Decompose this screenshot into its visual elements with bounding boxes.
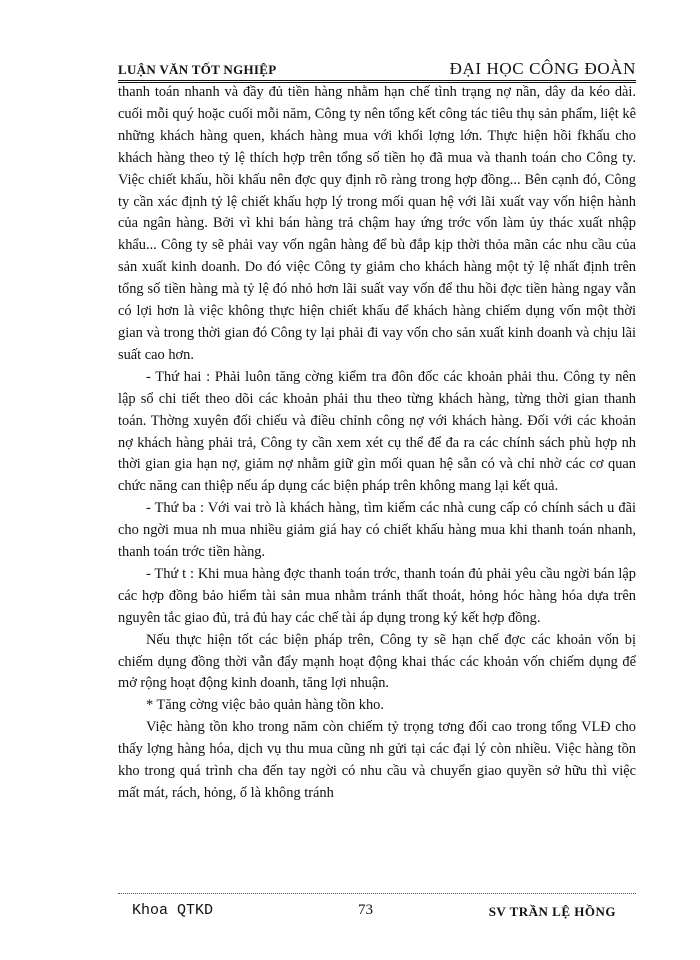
- page-header: [118, 50, 636, 80]
- page-footer: [118, 900, 636, 930]
- student-name: SV TRẦN LỆ HỒNG: [488, 904, 616, 919]
- thesis-label: LUẬN VĂN TỐT NGHIỆP: [118, 62, 277, 77]
- paragraph-continuation: thanh toán nhanh và đầy đủ tiền hàng nhằm hạn chế tình trạng nợ nần, dây da kéo dài. cuối mỗi quý hoặc cuối mỗi năm, Công ty nên tổng kết công tác tiêu thụ sản phẩm, liệt kê những khách hàng quen, khách hàng mua với khối lợng lớn. Thực hiện hồi fkhấu cho khách hàng theo tỷ lệ thích hợp trên tổng số tiền họ đã mua và thanh toán cho Công ty. Việc chiết khấu, hồi khấu nên đợc quy định rõ ràng trong hợp đồng... Bên cạnh đó, Công ty cần xác định tỷ lệ chiết khấu hợp lý trong mối quan hệ với lãi xuất vay vốn hiện hành của ngân hàng. Bởi vì khi bán hàng trả chậm hay ứng trớc vốn làm ủy thác xuất nhập khẩu... Công ty sẽ phải vay vốn ngân hàng để bù đắp kịp thời thỏa mãn các nhu cầu của sản xuất kinh doanh. Do đó việc Công ty giảm cho khách hàng một tỷ lệ nhất định trên tổng số tiền hàng mà tỷ lệ đó nhỏ hơn lãi suất vay vốn để thu hồi đợc tiền hàng ngay vẫn có lợi hơn là việc không thực hiện chiết khấu để khách hàng chiếm dụng vốn một thời gian và trong thời gian đó Công ty lại phải đi vay vốn cho sản xuất kinh doanh và chịu lãi suất cao hơn.: [118, 84, 636, 363]
- page-body: [118, 82, 636, 805]
- paragraph-thu-hai: - Thứ hai : Phải luôn tăng cờng kiểm tra đôn đốc các khoản phải thu. Công ty nên lập sổ chi tiết theo dõi các khoản phải thu theo từng khách hàng, từng thời gian thanh toán. Thờng xuyên đối chiếu và điều chỉnh công nợ với khách hàng. Đối với các khoản nợ khách hàng phải trả, Công ty cần xem xét cụ thể để đa ra các chính sách phù hợp nh thời gian gia hạn nợ, giảm nợ nhằm giữ gìn mối quan hệ sẵn có và chỉ nhờ các cơ quan chức năng can thiệp nếu áp dụng các biện pháp trên không mang lại kết quả.: [118, 368, 636, 495]
- footer-rule: [118, 893, 636, 894]
- faculty-label: Khoa QTKD: [132, 902, 214, 919]
- page-number: 73: [358, 902, 373, 918]
- paragraph-summary: Nếu thực hiện tốt các biện pháp trên, Công ty sẽ hạn chế đợc các khoản vốn bị chiếm dụng đồng thời vẫn đẩy mạnh hoạt động khai thác các khoản vốn chiếm dụng để mở rộng hoạt động kinh doanh, tăng lợi nhuận.: [118, 631, 636, 692]
- paragraph-thu-tu: - Thứ t : Khi mua hàng đợc thanh toán trớc, thanh toán đủ phải yêu cầu ngời bán lập các hợp đồng bảo hiểm tài sản mua nhằm tránh thất thoát, hỏng hóc hàng hóa dựa trên nguyên tắc giao đủ, trả đủ hay các chế tài áp dụng trong ký kết hợp đồng.: [118, 565, 636, 626]
- paragraph-inventory: Việc hàng tồn kho trong năm còn chiếm tỷ trọng tơng đối cao trong tổng VLĐ cho thấy lợng hàng hóa, dịch vụ thu mua cũng nh gửi tại các đại lý còn nhiều. Việc hàng tồn kho trong quá trình cha đến tay ngời có nhu cầu và chuyển giao quyền sở hữu thì việc mất mát, rách, hỏng, ố là không tránh: [118, 719, 636, 801]
- university-name: ĐẠI HỌC CÔNG ĐOÀN: [449, 59, 636, 78]
- section-heading-inventory: * Tăng cờng việc bảo quản hàng tồn kho.: [146, 697, 384, 714]
- paragraph-thu-ba: - Thứ ba : Với vai trò là khách hàng, tìm kiếm các nhà cung cấp có chính sách u đãi cho ngời mua nh mua nhiều giảm giá hay có chiết khấu hàng mua khi thanh toán nhanh, thanh toán trớc tiền hàng.: [118, 500, 636, 561]
